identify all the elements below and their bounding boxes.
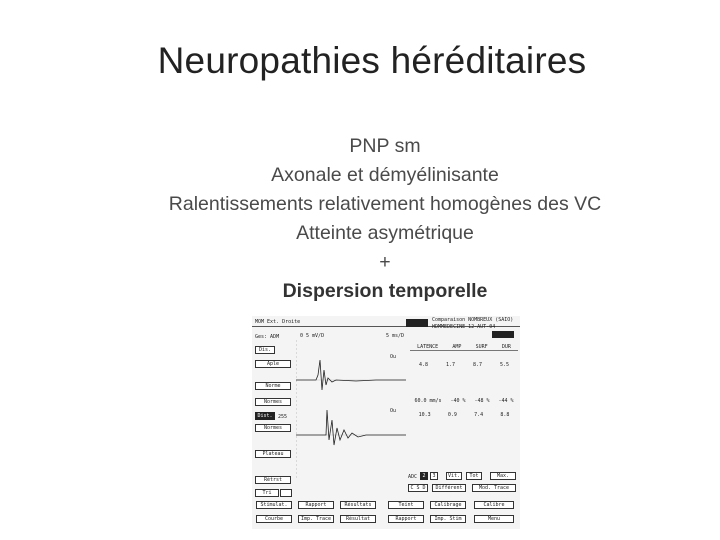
emg-plateau-button[interactable]: Plateau — [255, 450, 291, 458]
row2-surf: -48 % — [474, 398, 490, 404]
row1-label: Ou — [390, 354, 397, 360]
emg-time-scale: 5 ms/D — [386, 333, 405, 339]
emg-csd-button[interactable]: C S D — [408, 484, 428, 492]
emg-imp-trace-button[interactable]: Imp. Trace — [298, 515, 334, 523]
emg-teint-button[interactable]: Teint — [388, 501, 424, 509]
emg-ctrl-2[interactable]: 2 — [420, 472, 428, 480]
emg-trace-area — [296, 340, 406, 490]
emg-tri-button[interactable]: Tri — [255, 489, 279, 497]
emg-ctrl-3[interactable]: 3 — [430, 472, 438, 480]
emg-trace-1 — [296, 360, 406, 390]
table-row — [410, 362, 518, 368]
row1-dur: 5.5 — [499, 362, 510, 368]
bullet-dispersion: Dispersion temporelle — [282, 280, 488, 302]
slide-title: Neuropathies héréditaires — [157, 40, 587, 81]
bullet-axonale: Axonale et démyélinisante — [271, 164, 499, 186]
row2-amp: -40 % — [450, 398, 466, 404]
emg-ellipsis-button[interactable] — [280, 489, 292, 497]
bullet-ralentissements: Ralentissements relativement homogènes des VC — [168, 193, 602, 215]
emg-stimulat-button[interactable]: Stimulat. — [256, 501, 292, 509]
bullet-plus: + — [379, 251, 391, 273]
emg-adc-label: ADC — [408, 474, 418, 480]
emg-rapport-button[interactable]: Rapport — [298, 501, 334, 509]
row3-dur: 8.8 — [500, 412, 510, 418]
emg-retrst-button[interactable]: Rétrst — [255, 476, 291, 484]
emg-selector-label: Ges: ADM — [255, 334, 280, 340]
emg-calibrage-button[interactable]: Calibrage — [430, 501, 466, 509]
emg-dist-button[interactable]: Dist. — [255, 412, 275, 420]
emg-header-right-2: HDMMEDECINE 12-AUT-04 — [432, 324, 496, 330]
row2-latence: 60.0 mm/s — [414, 398, 442, 404]
emg-mod-trace-button[interactable]: Mod. Trace — [472, 484, 516, 492]
emg-aple-button[interactable]: Aple — [255, 360, 291, 368]
header-amp: AMP — [452, 344, 462, 350]
emg-vit-button[interactable]: Vit. — [447, 473, 461, 479]
emg-menu-button[interactable]: Menu — [474, 515, 514, 523]
bullet-pnp: PNP sm — [349, 135, 421, 157]
emg-calibre-button[interactable]: Calibre — [474, 501, 514, 509]
emg-different-button[interactable]: Différent — [432, 484, 466, 492]
emg-normes-button-2[interactable]: Normes — [255, 424, 291, 432]
emg-dis-button[interactable]: Dis. — [255, 346, 275, 354]
emg-tot-button[interactable]: Tot — [466, 472, 482, 480]
row1-amp: 1.7 — [445, 362, 456, 368]
emg-resultats-button[interactable]: Résultats — [340, 501, 376, 509]
row1-latence: 4.8 — [418, 362, 429, 368]
emg-header-left: MOM Ext. Droite — [255, 319, 301, 325]
table-row — [410, 412, 518, 418]
emg-max-button[interactable]: Max. — [490, 472, 516, 480]
emg-dist-value: 255 — [278, 414, 288, 420]
table-header-divider — [410, 350, 518, 351]
table-row — [410, 398, 518, 404]
emg-courbe-button[interactable]: Courbe — [256, 515, 292, 523]
row2-dur: -44 % — [498, 398, 514, 404]
emg-header-right-1: Comparaison NOMBREUX (SAIO) — [432, 317, 514, 323]
emg-rapport2-button[interactable]: Rapport — [388, 515, 424, 523]
emg-indicator — [406, 319, 428, 327]
emg-normes-button[interactable]: Normes — [255, 398, 291, 406]
row3-latence: 10.3 — [418, 412, 431, 418]
bullet-atteinte: Atteinte asymétrique — [296, 222, 474, 244]
emg-norme-button[interactable]: Norme — [255, 382, 291, 390]
emg-trace-2 — [296, 410, 406, 445]
emg-amplitude-scale: 0 5 mV/D — [300, 333, 325, 339]
row3-amp: 0.9 — [447, 412, 457, 418]
emg-page-button[interactable] — [492, 331, 514, 338]
row1-surf: 8.7 — [472, 362, 483, 368]
header-dur: DUR — [501, 344, 511, 350]
row2-label: Ou — [390, 408, 397, 414]
header-latence: LATENCE — [417, 344, 439, 350]
bullet-list — [0, 132, 720, 306]
emg-resultat-button[interactable]: Résultat — [340, 515, 376, 523]
emg-screenshot — [252, 316, 520, 529]
emg-imp-stim-button[interactable]: Imp. Stim — [430, 515, 466, 523]
header-surf: SURF — [475, 344, 488, 350]
row3-surf: 7.4 — [474, 412, 484, 418]
